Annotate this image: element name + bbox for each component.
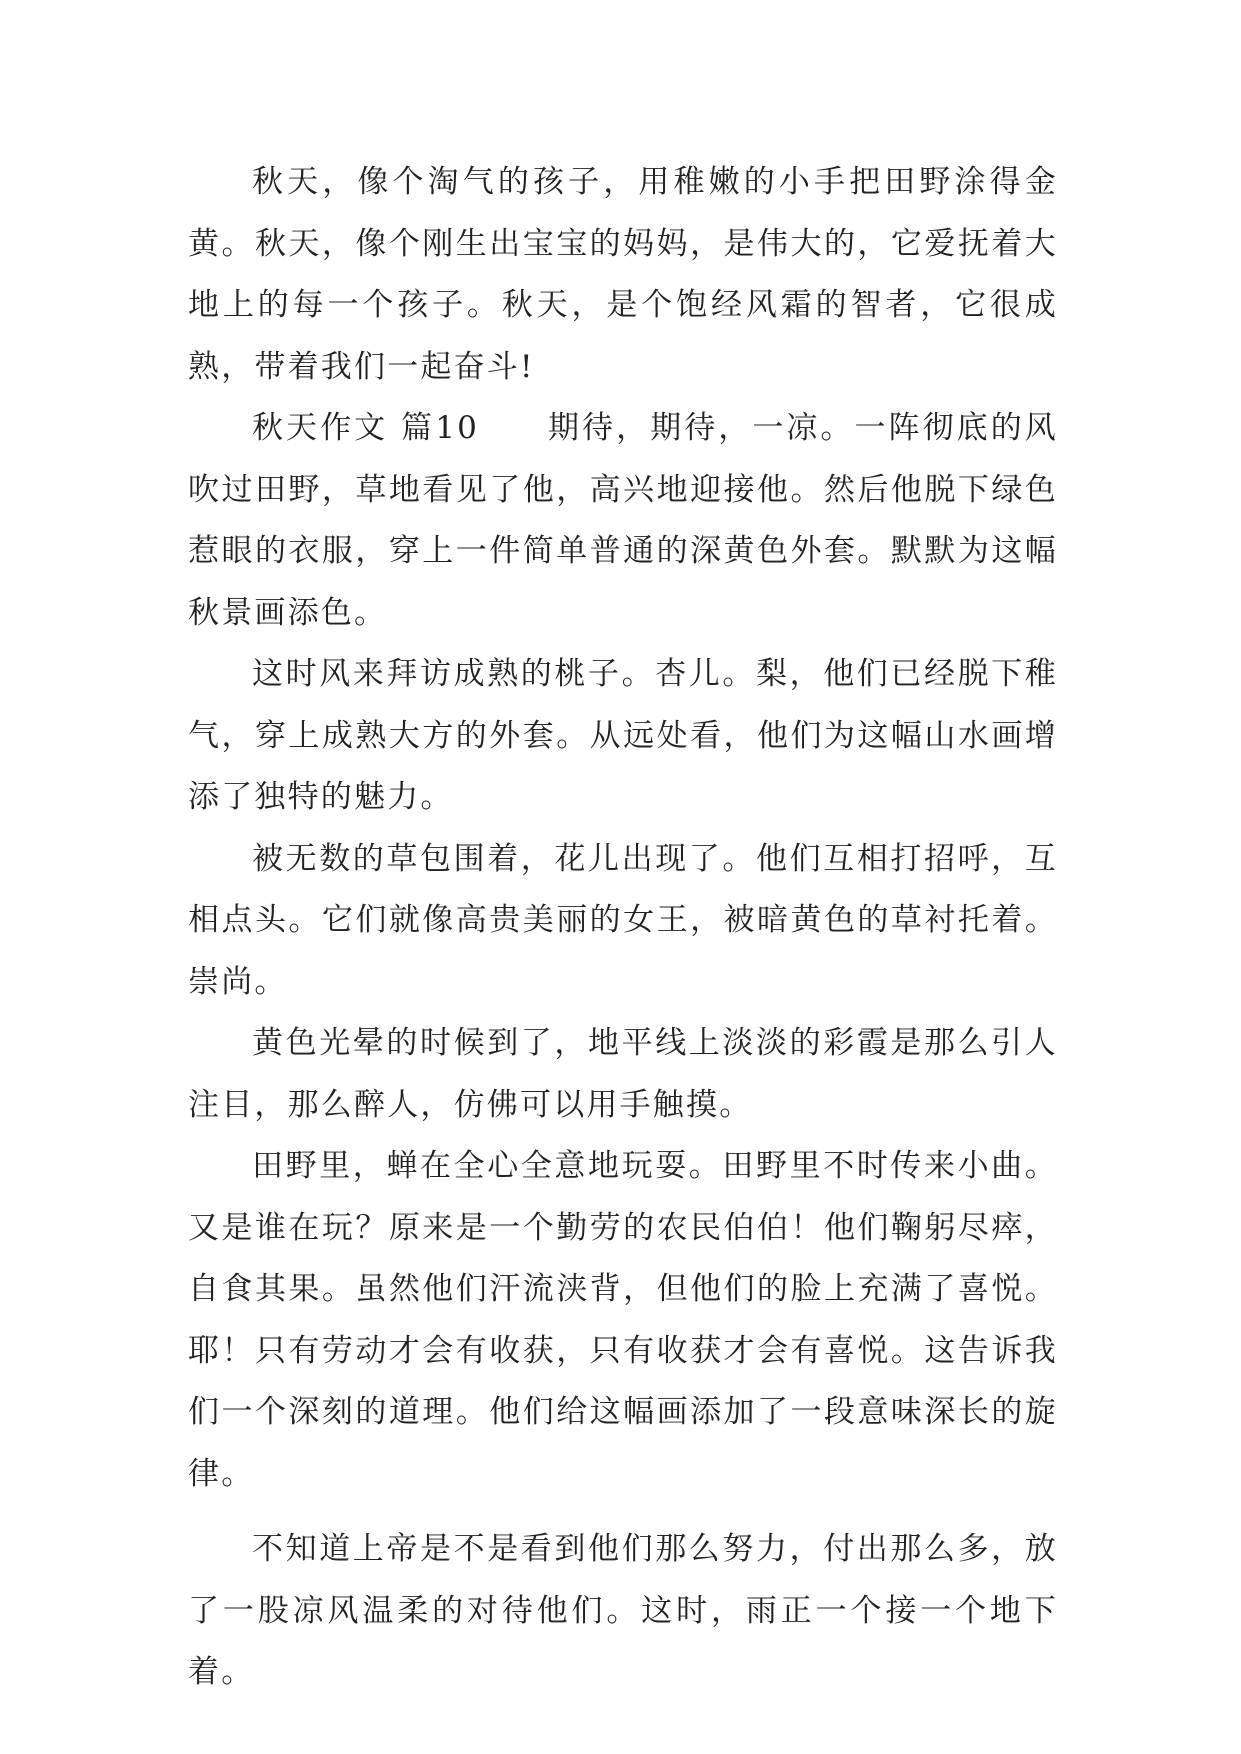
paragraph: 不知道上帝是不是看到他们那么努力，付出那么多，放了一股凉风温柔的对待他们。这时，雨正一个接一个地下着。 xyxy=(188,1531,1058,1690)
paragraph: 秋天作文 篇10 期待，期待，一凉。一阵彻底的风吹过田野，草地看见了他，高兴地迎接他。然后他脱下绿色惹眼的衣服，穿上一件简单普通的深黄色外套。默默为这幅秋景画添色。 xyxy=(188,410,1058,631)
paragraph: 这时风来拜访成熟的桃子。杏儿。梨，他们已经脱下稚气，穿上成熟大方的外套。从远处看，他们为这幅山水画增添了独特的魅力。 xyxy=(188,656,1058,815)
paragraph: 被无数的草包围着，花儿出现了。他们互相打招呼，互相点头。它们就像高贵美丽的女王，被暗黄色的草衬托着。崇尚。 xyxy=(188,840,1058,1000)
paragraph: 黄色光晕的时候到了，地平线上淡淡的彩霞是那么引人注目，那么醉人，仿佛可以用手触摸。 xyxy=(188,1025,1058,1123)
article-body xyxy=(188,152,1058,1704)
paragraph: 田野里，蝉在全心全意地玩耍。田野里不时传来小曲。又是谁在玩？原来是一个勤劳的农民伯伯！他们鞠躬尽瘁，自食其果。虽然他们汗流浃背，但他们的脸上充满了喜悦。耶！只有劳动才会有收获，只有收获才会有喜悦。这告诉我们一个深刻的道理。他们给这幅画添加了一段意味深长的旋律。 xyxy=(188,1148,1058,1492)
paragraph: 秋天，像个淘气的孩子，用稚嫩的小手把田野涂得金黄。秋天，像个刚生出宝宝的妈妈，是伟大的，它爱抚着大地上的每一个孩子。秋天，是个饱经风霜的智者，它很成熟，带着我们一起奋斗! xyxy=(188,164,1058,385)
